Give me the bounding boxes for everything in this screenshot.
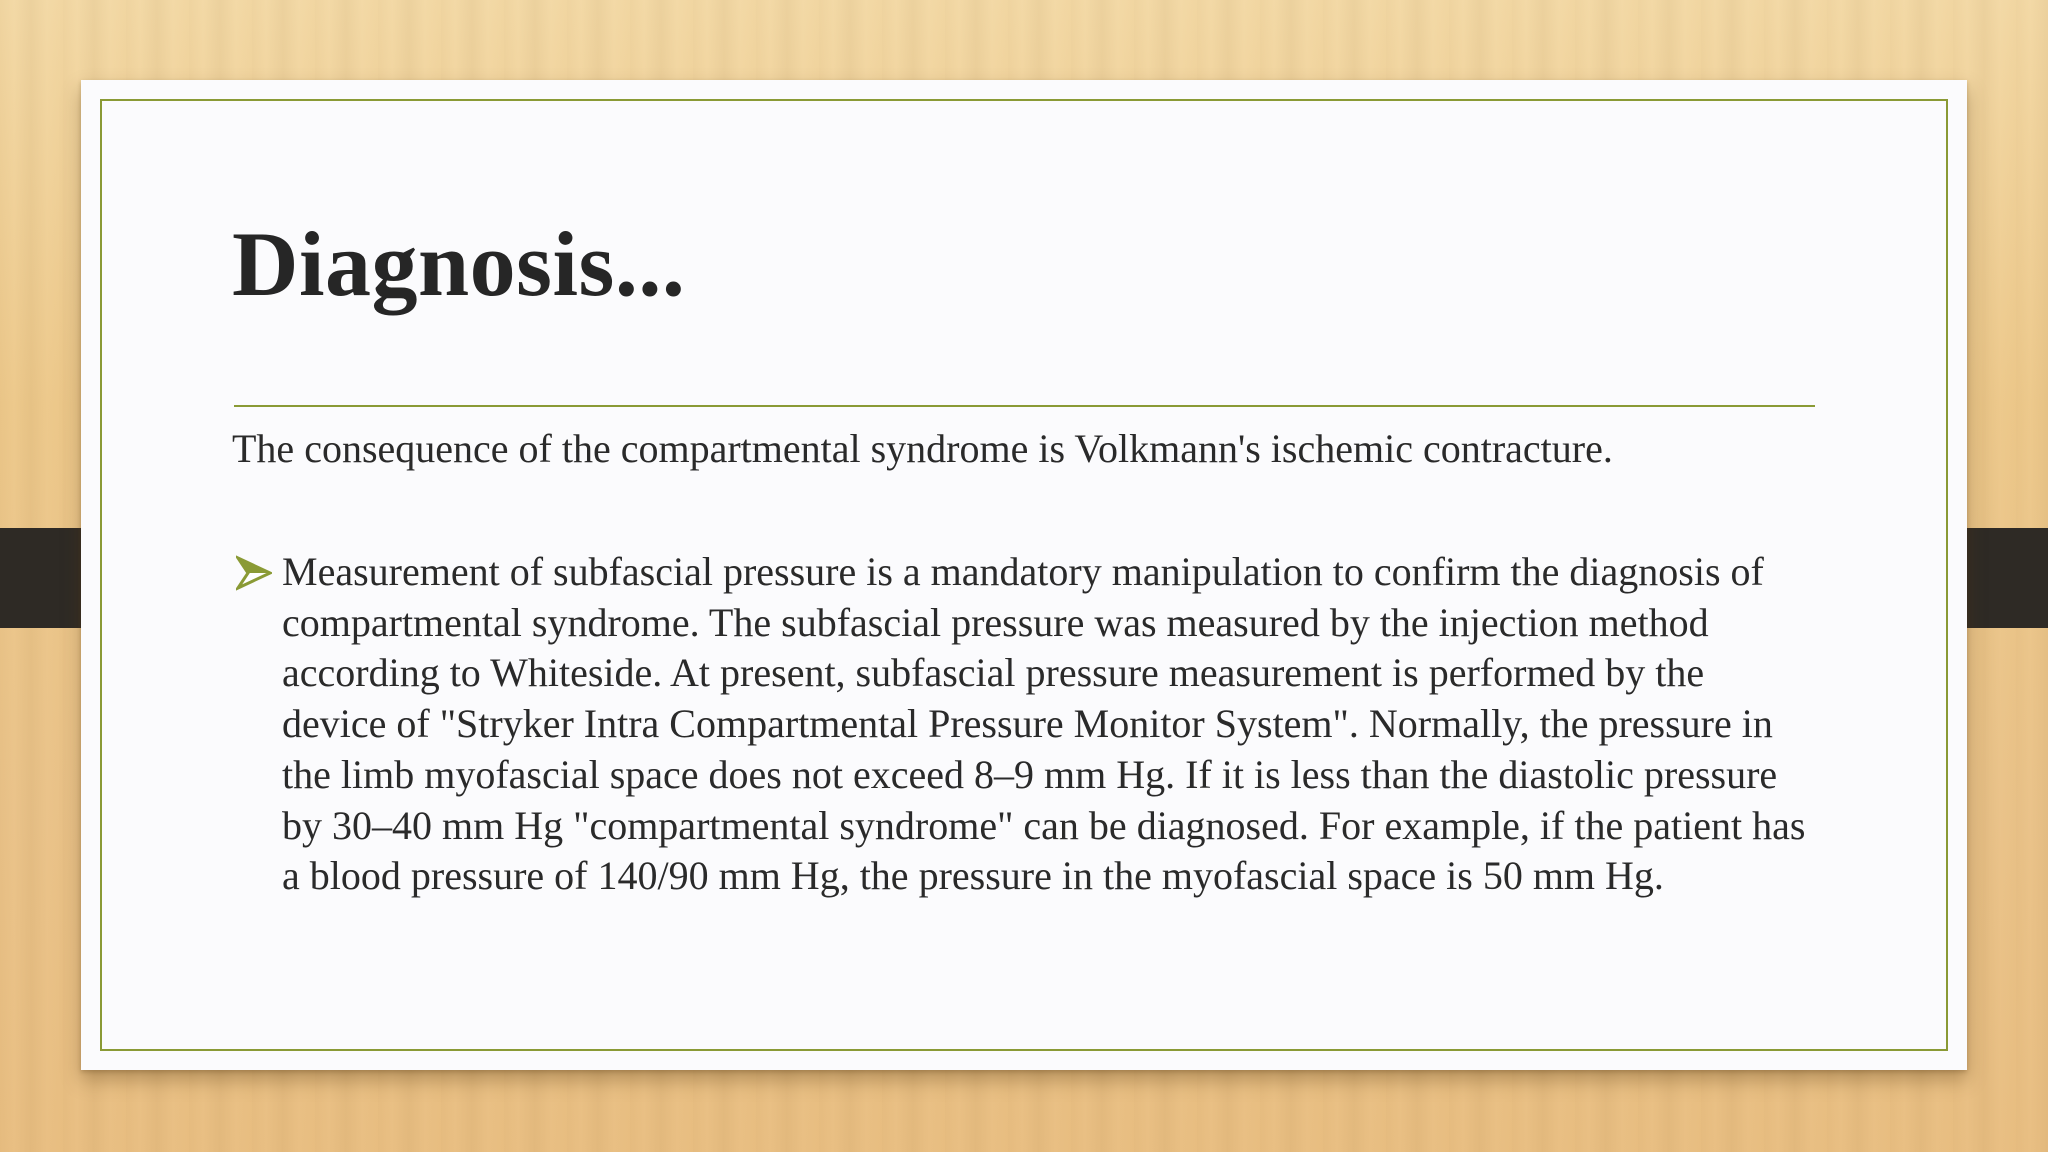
bullet-item — [236, 547, 1816, 902]
title-divider — [234, 405, 1815, 407]
arrow-bullet-icon — [236, 555, 272, 591]
bullet-text: Measurement of subfascial pressure is a mandatory manipulation to confirm the diagnosis of compartmental syndrome. The subfascial pressure was measured by the injection method according to Whiteside. At present, subfascial pressure measurement is performed by the device of "Stryker Intra Compartmental Pressure Monitor System". Normally, the pressure in the limb myofascial space does not exceed 8–9 mm Hg. If it is less than the diastolic pressure by 30–40 mm Hg "compartmental syndrome" can be diagnosed. For example, if the patient has a blood pressure of 140/90 mm Hg, the pressure in the myofascial space is 50 mm Hg. — [282, 549, 1806, 899]
slide-title: Diagnosis... — [232, 213, 686, 315]
intro-paragraph: The consequence of the compartmental syndrome is Volkmann's ischemic contracture. — [232, 426, 1613, 471]
